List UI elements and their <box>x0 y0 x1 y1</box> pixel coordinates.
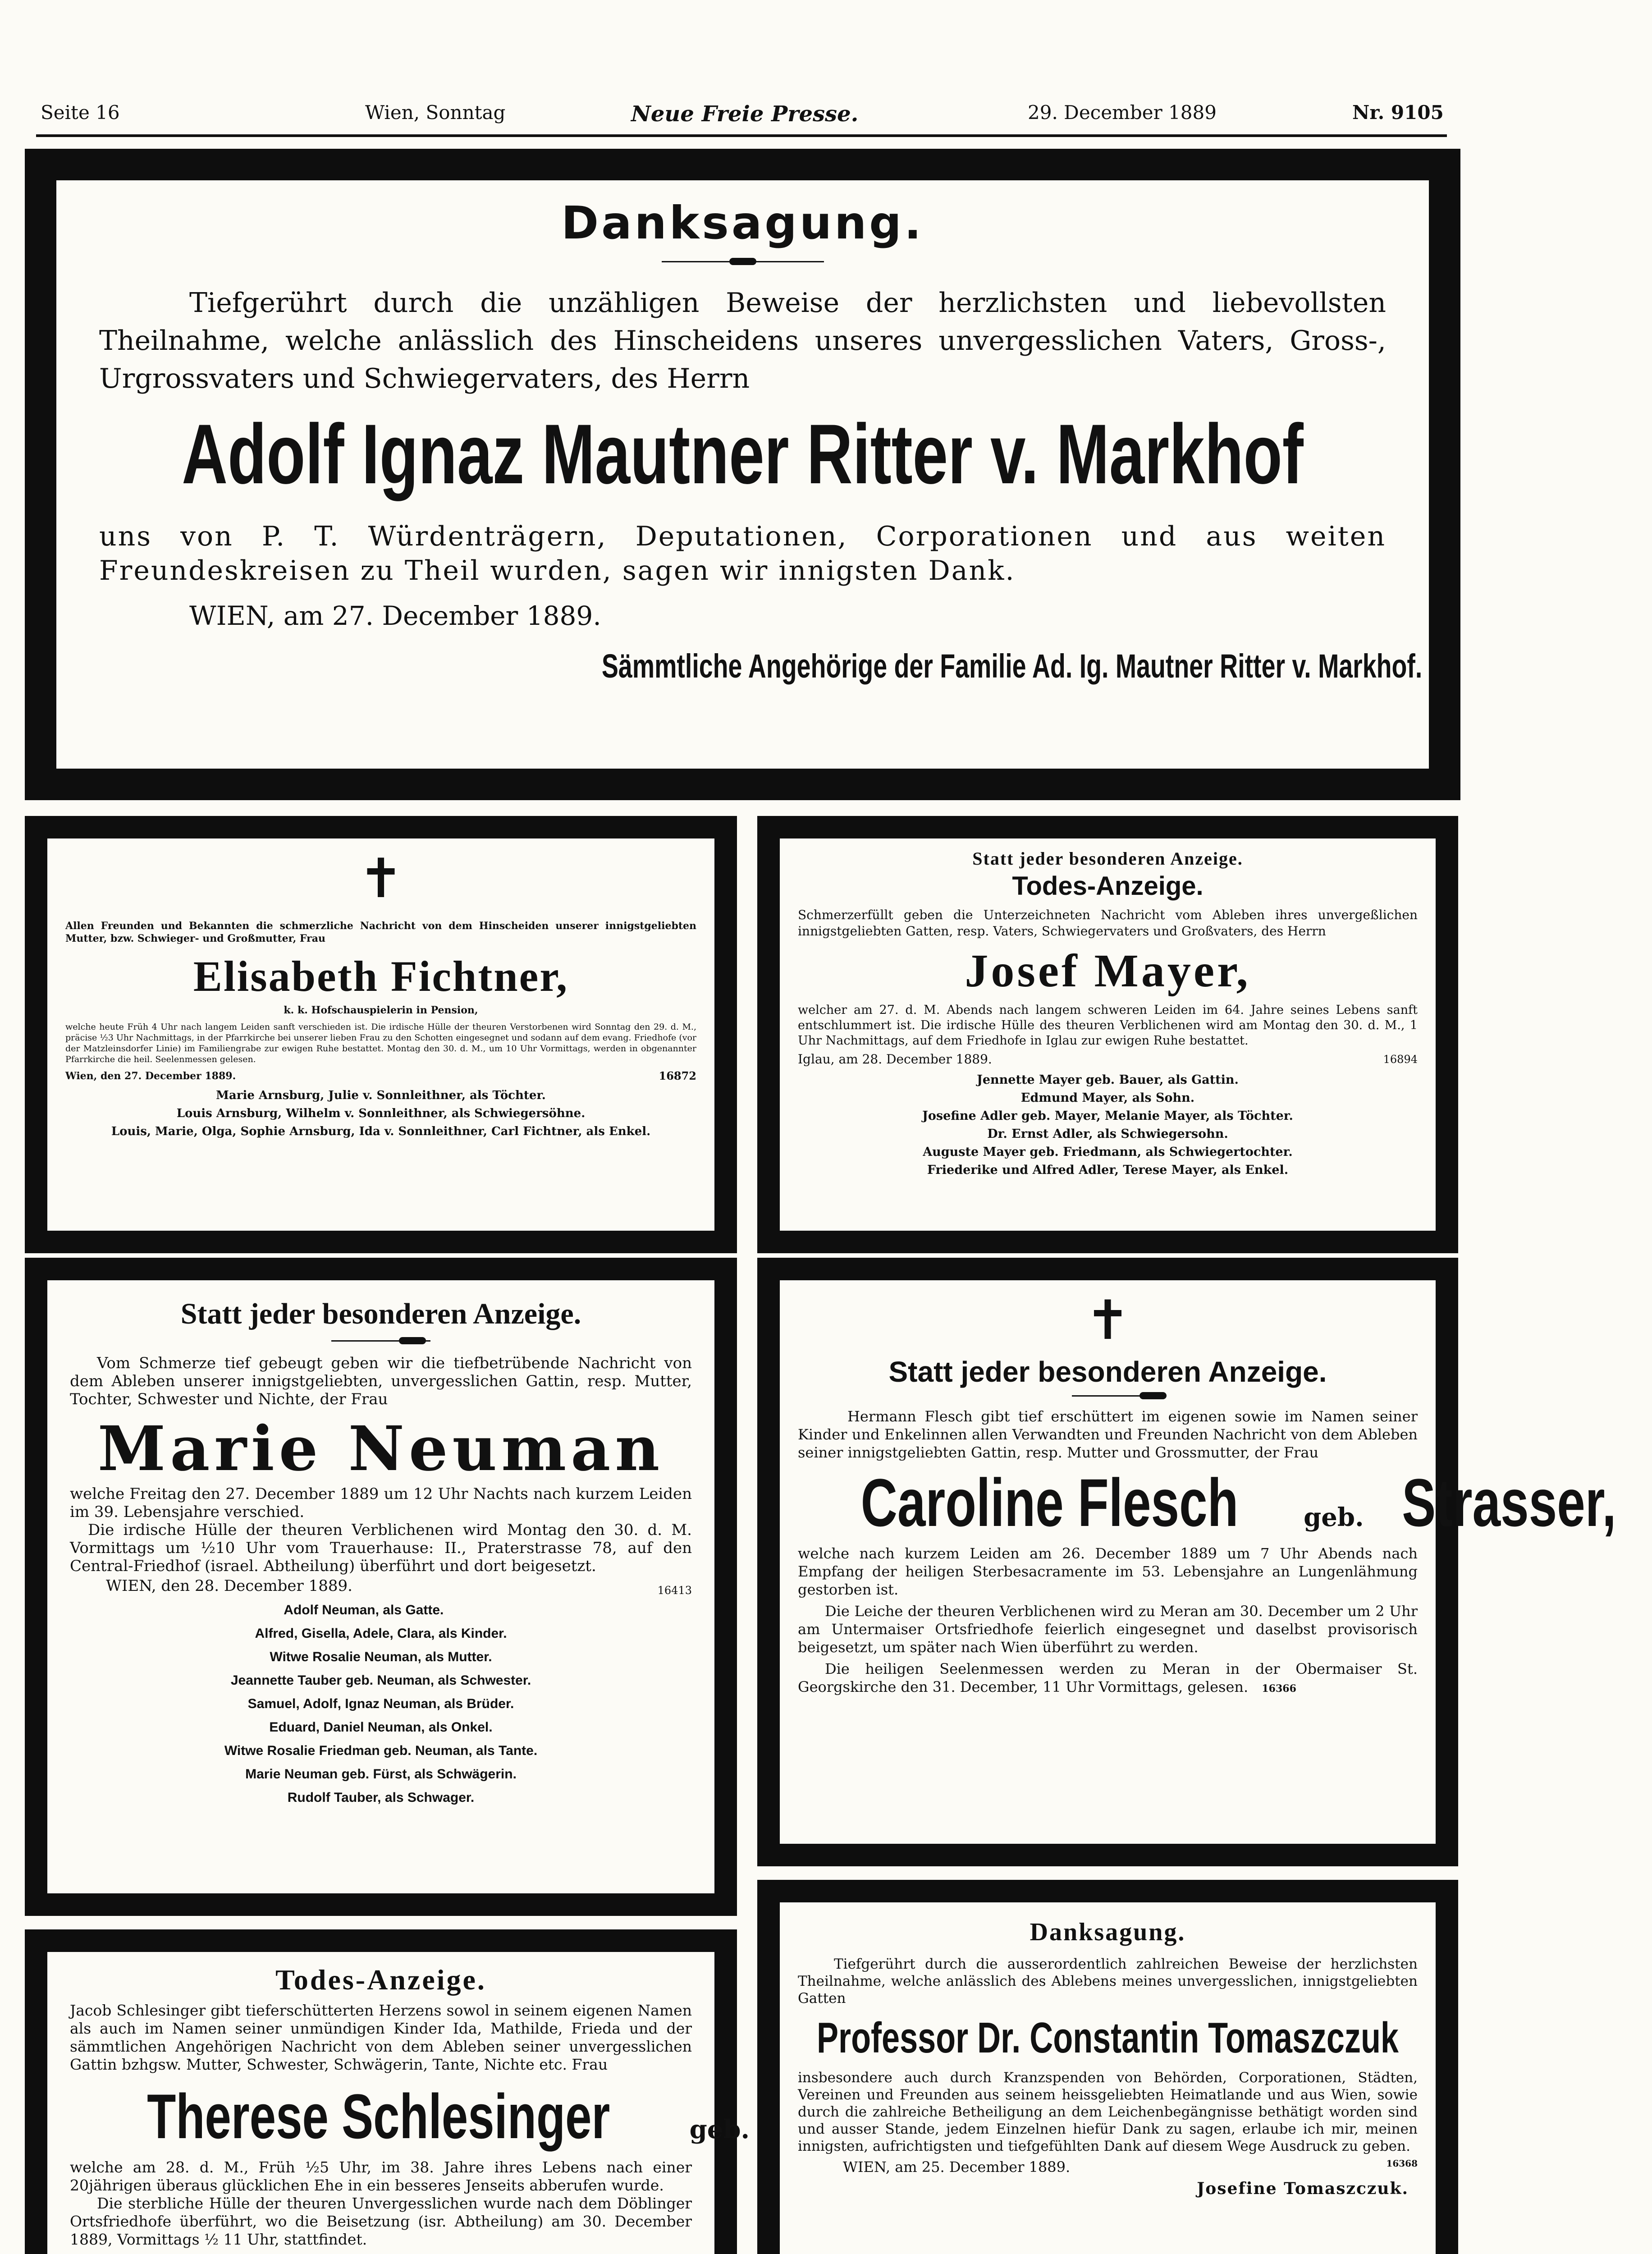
signer-line: Marie Arnsburg, Julie v. Sonnleithner, als Töchter. <box>216 1089 546 1102</box>
mayer-body: welcher am 27. d. M. Abends nach langem schweren Leiden im 64. Jahre seines Lebens sanft entschlummert ist. Die irdische Hülle des theuren Verblichenen wird am Montag den 30. d. M., 1 Uhr Nachmittags, auf dem Friedhofe in Iglau zur ewigen Ruhe bestattet. <box>798 1003 1418 1048</box>
tomaszczuk-notice <box>780 1902 1436 2254</box>
mayer-notice <box>780 838 1436 1231</box>
neuman-body-1: welche Freitag den 27. December 1889 um 12 Uhr Nachts nach kurzem Leiden im 39. Lebensjahre verschied. <box>70 1485 692 1521</box>
flesch-body-3-text: Die heiligen Seelenmessen werden zu Meran in der Obermaiser St. Georgskirche den 31. December, 11 Uhr Vormittags, gelesen. <box>798 1660 1418 1695</box>
tomaszczuk-signature: Josefine Tomaszczuk. <box>1197 2179 1409 2198</box>
signer-line: Louis Arnsburg, Wilhelm v. Sonnleithner, als Schwiegersöhne. <box>176 1107 586 1120</box>
issue-date: 29. December 1889 <box>1028 101 1217 124</box>
fichtner-signers <box>65 1086 696 1141</box>
page-header <box>36 101 1447 128</box>
neuman-name: Marie Neuman <box>97 1413 664 1485</box>
signer-line: Dr. Ernst Adler, als Schwiegersohn. <box>987 1127 1228 1141</box>
signer-line: Jeannette Tauber geb. Neuman, als Schwester. <box>230 1673 531 1688</box>
neuman-body-2: Die irdische Hülle der theuren Verblichenen wird Montag den 30. d. M. Vormittags um ½10 Uhr vom Trauerhause: II., Praterstrasse 78, auf den Central-Friedhof (israel. Abtheilung) überführt und dort beigesetzt. <box>70 1521 692 1575</box>
tomaszczuk-name-wrap <box>798 2013 1418 2063</box>
signer-line: Marie Neuman geb. Fürst, als Schwägerin. <box>245 1767 517 1782</box>
flesch-body-1: welche nach kurzem Leiden am 26. December 1889 um 7 Uhr Abends nach Empfang der heiligen Sterbesacramente im 53. Lebensjahre an Lungenlähmung gestorben ist. <box>798 1545 1418 1598</box>
flesch-intro: Hermann Flesch gibt tief erschüttert im eigenen sowie im Namen seiner Kinder und Enkelinnen allen Verwandten und Freunden Nachricht von dem Ableben seiner innigstgeliebten Gattin, resp. Mutter und Grossmutter, der Frau <box>798 1408 1418 1461</box>
neuman-heading: Statt jeder besonderen Anzeige. <box>180 1297 581 1330</box>
tomaszczuk-body-text: insbesondere auch durch Kranzspenden von Behörden, Corporationen, Städten, Vereinen und Freunden aus seinem heissgeliebten Heimatlande und aus Wien, sowie durch die zahlreiche Betheiligung an dem Leichenbegängnisse bethätigt worden sind und ausser Stande, jedem Einzelnen hiefür Dank zu sagen, erlaube ich mir, meinen innigsten, aufrichtigsten und tiefgefühlten Dank auf diesem Wege Ausdruck zu geben. <box>798 2070 1418 2154</box>
neuman-place-date: WIEN, den 28. December 1889. <box>106 1577 352 1595</box>
newspaper-title: Neue Freie Presse. <box>631 101 859 127</box>
main-signature: Sämmtliche Angehörige der Familie Ad. Ig. Mautner Ritter v. Markhof. <box>601 647 1422 685</box>
mayer-intro: Schmerzerfüllt geben die Unterzeichneten Nachricht vom Ableben ihres unvergeßlichen innigstgeliebten Gatten, resp. Vaters, Schwiegervaters und Großvaters, des Herrn <box>798 907 1418 939</box>
issue-number: Nr. 9105 <box>1352 101 1444 124</box>
tomaszczuk-intro: Tiefgerührt durch die ausserordentlich zahlreichen Beweise der herzlichsten Theilnahme, welche anlässlich des Ablebens meines unvergesslichen, innigstgeliebten Gatten <box>798 1956 1418 2007</box>
signer-line: Witwe Rosalie Friedman geb. Neuman, als Tante. <box>224 1743 538 1758</box>
flesch-name: Caroline Flesch <box>860 1465 1239 1540</box>
place-day: Wien, Sonntag <box>365 101 506 124</box>
fichtner-place-date: Wien, den 27. December 1889. <box>65 1070 236 1082</box>
main-name-wrap <box>99 407 1386 501</box>
fichtner-number: 16872 <box>659 1069 696 1082</box>
flesch-body-2: Die Leiche der theuren Verblichenen wird zu Meran am 30. December um 2 Uhr am Untermaiser Ortsfriedhofe feierlich eingesegnet und daselbst provisorisch beigesetzt, um später nach Wien überführt zu werden. <box>798 1603 1418 1656</box>
schlesinger-heading: Todes-Anzeige. <box>275 1964 486 1996</box>
neuman-date-line <box>70 1575 692 1597</box>
signer-line: Louis, Marie, Olga, Sophie Arnsburg, Ida v. Sonnleithner, Carl Fichtner, als Enkel. <box>111 1125 651 1138</box>
cross-icon: ✝ <box>1085 1289 1130 1352</box>
divider-ornament <box>331 1336 430 1345</box>
main-notice <box>56 180 1429 769</box>
flesch-body-3 <box>798 1660 1418 1698</box>
tomaszczuk-number: 16368 <box>1386 2158 1418 2169</box>
flesch-number: 16366 <box>1262 1683 1296 1695</box>
signer-line: Auguste Mayer geb. Friedmann, als Schwiegertochter. <box>923 1145 1293 1159</box>
main-place-date: WIEN, am 27. December 1889. <box>189 600 601 631</box>
page-number: Seite 16 <box>41 101 120 124</box>
signer-line: Witwe Rosalie Neuman, als Mutter. <box>270 1649 492 1664</box>
flesch-maiden-name: Strasser, <box>1401 1465 1616 1540</box>
main-body: uns von P. T. Würdenträgern, Deputationen, Corporationen und aus weiten Freundeskreisen zu Theil wurden, sagen wir innigsten Dank. <box>99 521 1386 586</box>
fichtner-date-line <box>65 1068 696 1084</box>
signer-line: Alfred, Gisella, Adele, Clara, als Kinder. <box>255 1626 507 1641</box>
fichtner-name: Elisabeth Fichtner, <box>193 952 569 1000</box>
neuman-notice-frame <box>25 1258 737 1916</box>
neuman-intro: Vom Schmerze tief gebeugt geben wir die tiefbetrübende Nachricht von dem Ableben unserer innigstgeliebten, unvergesslichen Gattin, resp. Mutter, Tochter, Schwester und Nichte, der Frau <box>70 1354 692 1408</box>
header-rule <box>36 134 1447 137</box>
deceased-name: Adolf Ignaz Mautner Ritter v. Markhof <box>182 407 1304 501</box>
signer-line: Edmund Mayer, als Sohn. <box>1020 1091 1195 1105</box>
tomaszczuk-notice-frame <box>757 1880 1458 2254</box>
schlesinger-intro: Jacob Schlesinger gibt tieferschütterten Herzens sowol in seinem eigenen Namen als auch im Namen seiner unmündigen Kinder Ida, Mathilde, Frieda und der sämmtlichen Angehörigen Nachricht von dem Ableben seiner unvergesslichen Gattin bzhgsw. Mutter, Schwester, Schwägerin, Tante, Nichte etc. Frau <box>70 2002 692 2073</box>
fichtner-notice <box>47 838 714 1231</box>
schlesinger-notice-frame <box>25 1929 750 2254</box>
signer-line: Friederike und Alfred Adler, Terese Mayer, als Enkel. <box>927 1163 1289 1177</box>
neuman-number: 16413 <box>657 1584 692 1597</box>
signer-line: Josefine Adler geb. Mayer, Melanie Mayer, als Töchter. <box>922 1109 1293 1123</box>
divider-ornament <box>1072 1391 1144 1400</box>
fichtner-title: k. k. Hofschauspielerin in Pension, <box>284 1004 478 1016</box>
signer-line: Adolf Neuman, als Gatte. <box>284 1603 444 1617</box>
flesch-heading: Statt jeder besonderen Anzeige. <box>888 1356 1327 1388</box>
fichtner-intro: Allen Freunden und Bekannten die schmerzliche Nachricht von dem Hinscheiden unserer innigstgeliebten Mutter, bzw. Schwieger- und Großmutter, Frau <box>65 920 696 944</box>
cross-icon: ✝ <box>358 848 404 910</box>
mayer-heading: Todes-Anzeige. <box>1012 871 1204 901</box>
schlesinger-body-1: welche am 28. d. M., Früh ½5 Uhr, im 38. Jahre ihres Lebens nach einer 20jährigen überaus glücklichen Ehe in ein besseres Jenseits abberufen wurde. <box>70 2158 692 2194</box>
divider-ornament <box>662 257 824 266</box>
mayer-place-date: Iglau, am 28. December 1889. <box>798 1052 992 1067</box>
mayer-name: Josef Mayer, <box>965 945 1251 997</box>
mayer-number: 16894 <box>1383 1053 1418 1066</box>
main-signature-wrap <box>99 644 1422 689</box>
main-heading: Danksagung. <box>561 197 924 249</box>
flesch-notice <box>780 1280 1616 1844</box>
tomaszczuk-place-date: WIEN, am 25. December 1889. <box>843 2158 1071 2176</box>
flesch-name-line <box>798 1464 1616 1541</box>
fichtner-body: welche heute Früh 4 Uhr nach langem Leiden sanft verschieden ist. Die irdische Hülle der theuren Verstorbenen wird Sonntag den 29. d. M., präcise ½3 Uhr Nachmittags, in der Pfarrkirche bei unserer lieben Frau zu den Schotten eingesegnet und sodann auf dem evang. Friedhofe (vor der Matzleinsdorfer Linie) im Familiengrabe zur ewigen Ruhe bestattet. Montag den 30. d. M., um 10 Uhr Vormittags, werden in obgenannter Pfarrkirche die heil. Seelenmessen gelesen. <box>65 1022 696 1064</box>
schlesinger-name-line <box>70 2078 750 2155</box>
signer-line: Eduard, Daniel Neuman, als Onkel. <box>269 1720 493 1735</box>
flesch-notice-frame <box>757 1258 1616 1866</box>
fichtner-notice-frame <box>25 816 737 1253</box>
mayer-pre-heading: Statt jeder besonderen Anzeige. <box>972 848 1243 869</box>
tomaszczuk-name: Professor Dr. Constantin Tomaszczuk <box>817 2014 1399 2062</box>
signer-line: Jennette Mayer geb. Bauer, als Gattin. <box>977 1073 1239 1087</box>
schlesinger-body-2: Die sterbliche Hülle der theuren Unvergesslichen wurde nach dem Döblinger Ortsfriedhofe überführt, wo die Beisetzung (isr. Abtheilung) am 30. December 1889, Vormittags ½ 11 Uhr, stattfindet. <box>70 2194 692 2248</box>
schlesinger-name: Therese Schlesinger <box>147 2081 610 2152</box>
mayer-signers <box>798 1071 1418 1179</box>
schlesinger-geb: geb. <box>689 2115 750 2144</box>
tomaszczuk-heading: Danksagung. <box>1030 1918 1186 1946</box>
main-notice-frame <box>25 149 1460 800</box>
neuman-signers <box>70 1599 692 1810</box>
mayer-notice-frame <box>757 816 1458 1253</box>
flesch-geb: geb. <box>1304 1503 1364 1532</box>
mayer-date-line <box>798 1050 1418 1068</box>
signer-line: Samuel, Adolf, Ignaz Neuman, als Brüder. <box>247 1696 514 1711</box>
schlesinger-notice <box>47 1952 750 2254</box>
neuman-notice <box>47 1280 714 1893</box>
signer-line: Rudolf Tauber, als Schwager. <box>287 1790 475 1805</box>
main-intro: Tiefgerührt durch die unzähligen Beweise der herzlichsten und liebevollsten Theilnahme, welche anlässlich des Hinscheidens unseres unvergesslichen Vaters, Gross-, Urgrossvaters und Schwiegervaters, des Herrn <box>99 287 1386 394</box>
